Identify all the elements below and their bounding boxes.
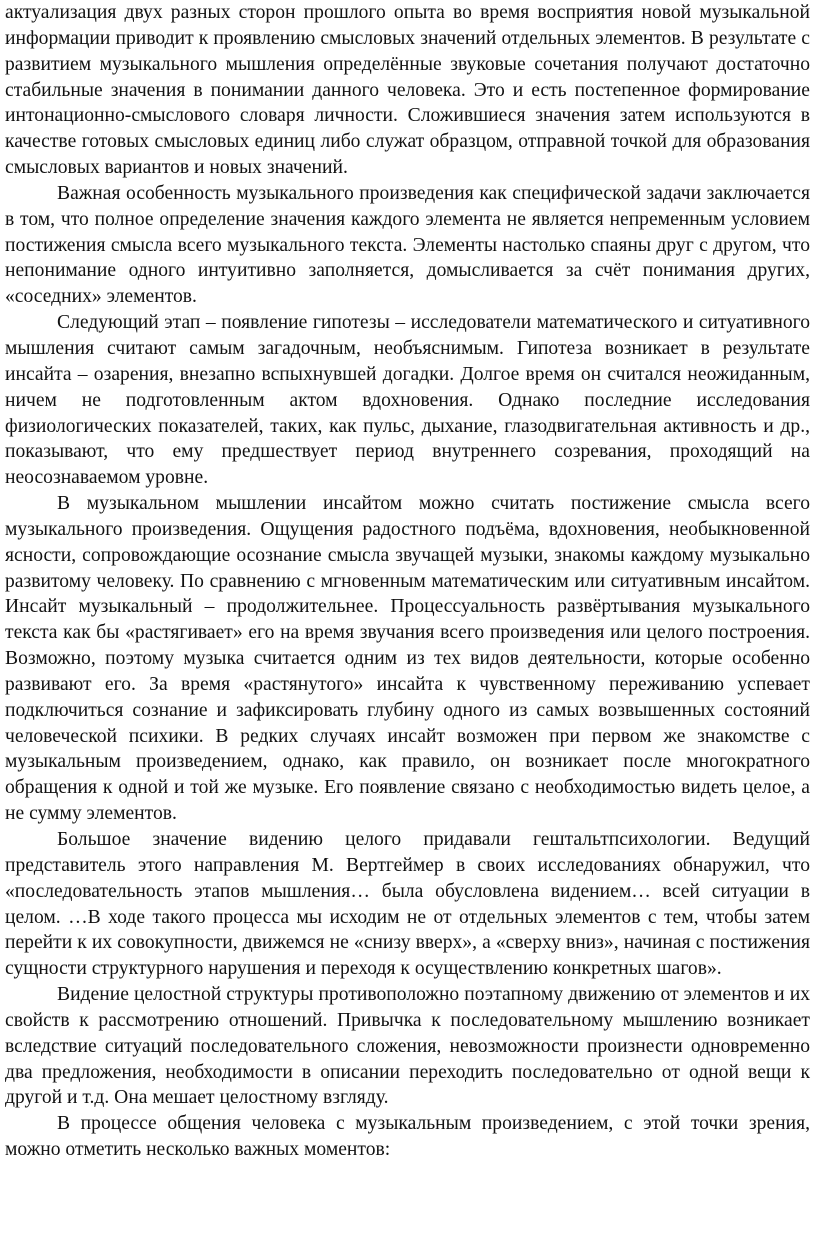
paragraph-1: актуализация двух разных сторон прошлого опыта во время восприятия новой музыкальной информации приводит к проявлению смысловых значений отдельных элементов. В результате с развитием музыкального мышления определённые звуковые сочетания получают достаточно стабильные значения в понимании данного человека. Это и есть постепенное формирование интонационно-смыслового словаря личности. Сложившиеся значения затем используются в качестве готовых смысловых единиц либо служат образцом, отправной точкой для образования смысловых вариантов и новых значений.	[5, 2, 810, 179]
paragraph-3: Следующий этап – появление гипотезы – исследователи математического и ситуативного мышления считают самым загадочным, необъяснимым. Гипотеза возникает в результате инсайта – озарения, внезапно вспыхнувшей догадки. Долгое время он считался неожиданным, ничем не подготовленным актом вдохновения. Однако последние исследования физиологических показателей, таких, как пульс, дыхание, глазодвигательная активность и др., показывают, что ему предшествует период внутреннего созревания, проходящий на неосознаваемом уровне.	[5, 312, 810, 489]
paragraph-4: В музыкальном мышлении инсайтом можно считать постижение смысла всего музыкального произведения. Ощущения радостного подъёма, вдохновения, необыкновенной ясности, сопровождающие осознание смысла звучащей музыки, знакомы каждому музыкально развитому человеку. По сравнению с мгновенным математическим или ситуативным инсайтом. Инсайт музыкальный – продолжительнее. Процессуальность развёртывания музыкального текста как бы «растягивает» его на время звучания всего произведения или целого построения. Возможно, поэтому музыка считается одним из тех видов деятельности, которые особенно развивают его. За время «растянутого» инсайта к чувственному переживанию успевает подключиться сознание и зафиксировать глубину одного из самых возвышенных состояний человеческой психики. В редких случаях инсайт возможен при первом же знакомстве с музыкальным произведением, однако, как правило, он возникает после многократного обращения к одной и той же музыке. Его появление связано с необходимостью видеть целое, а не сумму элементов.	[5, 493, 810, 825]
paragraph-5: Большое значение видению целого придавали гештальтпсихологии. Ведущий представитель этого направления М. Вертгеймер в своих исследованиях обнаружил, что «последовательность этапов мышления… была обусловлена видением… всей ситуации в целом. …В ходе такого процесса мы исходим не от отдельных элементов с тем, чтобы затем перейти к их совокупности, движемся не «снизу вверх», а «сверху вниз», начиная с постижения сущности структурного нарушения и переходя к осуществлению конкретных шагов».	[5, 829, 810, 980]
paragraph-2: Важная особенность музыкального произведения как специфической задачи заключается в том, что полное определение значения каждого элемента не является непременным условием постижения смысла всего музыкального текста. Элементы настолько спаяны друг с другом, что непонимание одного интуитивно заполняется, домысливается за счёт понимания других, «соседних» элементов.	[5, 182, 810, 308]
paragraph-6: Видение целостной структуры противоположно поэтапному движению от элементов и их свойств к рассмотрению отношений. Привычка к последовательному мышлению возникает вследствие ситуаций последовательного сложения, невозможности произнести одновременно два предложения, необходимости в описании переходить последовательно от одной вещи к другой и т.д. Она мешает целостному взгляду.	[5, 984, 810, 1109]
paragraph-7: В процессе общения человека с музыкальным произведением, с этой точки зрения, можно отметить несколько важных моментов:	[5, 1113, 810, 1161]
